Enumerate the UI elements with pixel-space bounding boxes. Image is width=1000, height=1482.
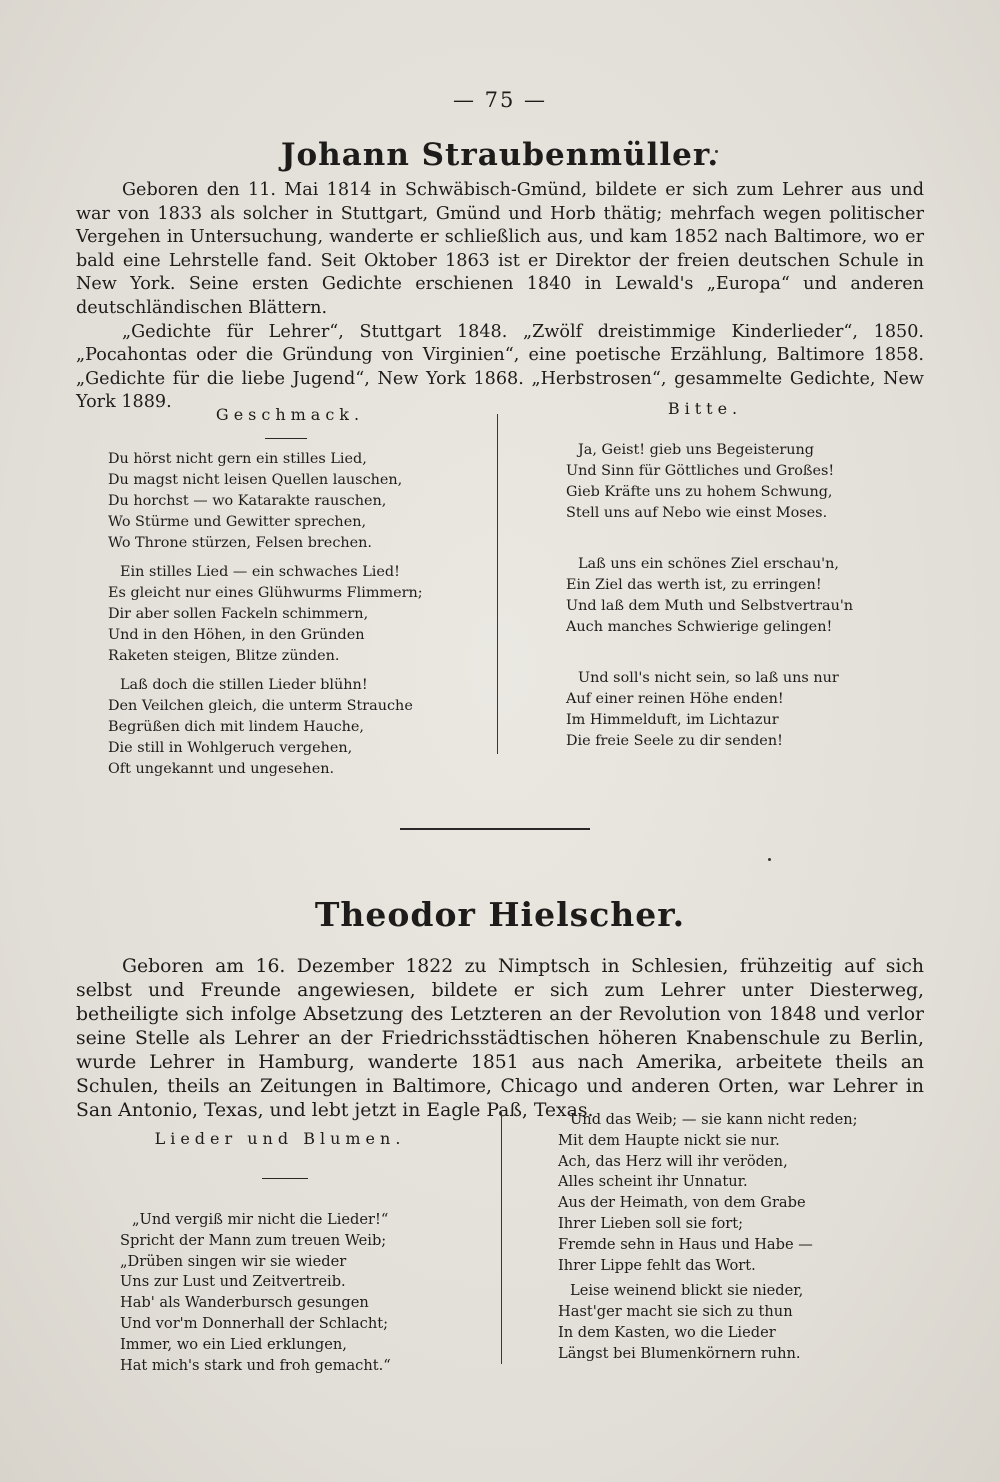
poem-stanza: [558, 1281, 858, 1364]
poem-stanza: [108, 562, 423, 667]
poem-line: In dem Kasten, wo die Lieder: [558, 1323, 776, 1341]
poem-line: Und laß dem Muth und Selbstvertrau'n: [566, 598, 854, 614]
poem-line: Wo Throne stürzen, Felsen brechen.: [108, 535, 373, 551]
poem-line: Du hörst nicht gern ein stilles Lied,: [108, 451, 367, 467]
biography-straubenmueller: [76, 179, 924, 415]
poem-bitte: [566, 440, 853, 760]
poem-line: Uns zur Lust und Zeitvertreib.: [120, 1273, 346, 1291]
poem-stanza: [558, 1110, 858, 1276]
ink-speck: [768, 858, 771, 861]
bio-paragraph: „Gedichte für Lehrer“, Stuttgart 1848. „Zwölf dreistimmige Kinderlieder“, 1850. „Pocahontas oder die Gründung von Virginien“, eine poetische Erzählung, Baltimore 1858. „Gedichte für die liebe Jugend“, New York 1868. „Herbstrosen“, gesammelte Gedichte, New York 1889.: [76, 321, 924, 413]
poem-line: Ein Ziel das werth ist, zu erringen!: [566, 577, 822, 593]
poem-line: Ein stilles Lied — ein schwaches Lied!: [120, 564, 400, 580]
poem-line: Gieb Kräfte uns zu hohem Schwung,: [566, 484, 833, 500]
poem-line: Leise weinend blickt sie nieder,: [570, 1282, 804, 1300]
poem-line: Begrüßen dich mit lindem Hauche,: [108, 719, 364, 735]
poem-line: Die still in Wohlgeruch vergehen,: [108, 740, 353, 756]
poem-line: Und in den Höhen, in den Gründen: [108, 627, 365, 643]
poem-line: Aus der Heimath, von dem Grabe: [558, 1194, 806, 1212]
author-heading-hielscher: Theodor Hielscher.: [314, 895, 686, 934]
biography-hielscher: [76, 955, 924, 1123]
poem-lieder-und-blumen-part1: [120, 1210, 391, 1384]
poem-line: Und Sinn für Göttliches und Großes!: [566, 463, 835, 479]
poem-line: Wo Stürme und Gewitter sprechen,: [108, 514, 367, 530]
poem-line: Laß uns ein schönes Ziel erschau'n,: [578, 556, 839, 572]
column-divider: [497, 414, 498, 754]
poem-line: Dir aber sollen Fackeln schimmern,: [108, 606, 369, 622]
poem-line: Und das Weib; — sie kann nicht reden;: [570, 1111, 858, 1128]
bio-paragraph: Geboren am 16. Dezember 1822 zu Nimptsch in Schlesien, frühzeitig auf sich selbst und Freunde angewiesen, bildete er sich zum Lehrer unter Diesterweg, betheiligte sich infolge Absetzung des Letzteren an der Revolution von 1848 und verlor seine Stelle als Lehrer an der Friedrichsstädtischen höheren Knabenschule zu Berlin, wurde Lehrer in Hamburg, wanderte 1851 aus nach Amerika, arbeitete theils an Schulen, theils an Zeitungen in Baltimore, Chicago und anderen Orten, war Lehrer in San Antonio, Texas, und lebt jetzt in Eagle Paß, Texas.: [76, 956, 924, 1121]
poem-title-geschmack: Geschmack.: [215, 405, 365, 424]
poem-line: Den Veilchen gleich, die unterm Strauche: [108, 698, 413, 714]
poem-line: Stell uns auf Nebo wie einst Moses.: [566, 505, 828, 521]
poem-stanza: [108, 675, 423, 780]
poem-line: Du magst nicht leisen Quellen lauschen,: [108, 472, 403, 488]
poem-line: Immer, wo ein Lied erklungen,: [120, 1335, 347, 1353]
poem-stanza: [566, 440, 853, 524]
bio-paragraph: Geboren den 11. Mai 1814 in Schwäbisch-Gmünd, bildete er sich zum Lehrer aus und war von 1833 als solcher in Stuttgart, Gmünd und Horb thätig; mehrfach wegen politischer Vergehen in Untersuchung, wanderte er schließlich aus, und kam 1852 nach Baltimore, wo er bald eine Lehrstelle fand. Seit Oktober 1863 ist er Direktor der freien deutschen Schule in New York. Seine ersten Gedichte erschienen 1840 in Lewald's „Europa“ und anderen deutschländischen Blättern.: [76, 180, 924, 318]
poem-line: Oft ungekannt und ungesehen.: [108, 761, 335, 777]
poem-line: Auch manches Schwierige gelingen!: [566, 619, 833, 635]
poem-title-lieder-und-blumen: Lieder und Blumen.: [154, 1129, 406, 1148]
poem-line: „Drüben singen wir sie wieder: [120, 1252, 347, 1270]
poem-line: Hab' als Wanderbursch gesungen: [120, 1294, 369, 1312]
author-heading-straubenmueller: Johann Straubenmüller.: [280, 137, 720, 173]
poem-line: Hast'ger macht sie sich zu thun: [558, 1303, 793, 1321]
poem-line: Hat mich's stark und froh gemacht.“: [120, 1356, 391, 1374]
poem-line: Ihrer Lippe fehlt das Wort.: [558, 1256, 756, 1274]
poem-line: Ihrer Lieben soll sie fort;: [558, 1214, 744, 1232]
poem-lieder-und-blumen-part2: [558, 1110, 858, 1373]
poem-title-bitte: Bitte.: [667, 399, 743, 418]
poem-line: Es gleicht nur eines Glühwurms Flimmern;: [108, 585, 423, 601]
poem-line: Ach, das Herz will ihr veröden,: [558, 1152, 788, 1170]
poem-line: Laß doch die stillen Lieder blühn!: [120, 677, 368, 693]
title-rule: [262, 1178, 308, 1179]
poem-line: Fremde sehn in Haus und Habe —: [558, 1235, 813, 1253]
section-separator: [400, 828, 590, 830]
poem-line: Mit dem Haupte nickt sie nur.: [558, 1131, 780, 1149]
poem-line: Du horchst — wo Katarakte rauschen,: [108, 493, 387, 509]
poem-line: Längst bei Blumenkörnern ruhn.: [558, 1344, 801, 1362]
poem-line: Auf einer reinen Höhe enden!: [566, 691, 784, 707]
poem-line: Ja, Geist! gieb uns Begeisterung: [578, 442, 814, 458]
poem-line: Alles scheint ihr Unnatur.: [558, 1173, 748, 1191]
poem-line: Und soll's nicht sein, so laß uns nur: [578, 670, 839, 686]
poem-line: „Und vergiß mir nicht die Lieder!“: [132, 1211, 389, 1228]
poem-line: Raketen steigen, Blitze zünden.: [108, 648, 340, 664]
poem-line: Und vor'm Donnerhall der Schlacht;: [120, 1314, 389, 1332]
poem-stanza: [566, 668, 853, 752]
poem-geschmack: [108, 449, 423, 788]
title-rule: [265, 438, 307, 439]
poem-line: Die freie Seele zu dir senden!: [566, 733, 783, 749]
poem-stanza: [566, 554, 853, 638]
poem-line: Im Himmelduft, im Lichtazur: [566, 712, 779, 728]
poem-stanza: [108, 449, 423, 554]
poem-line: Spricht der Mann zum treuen Weib;: [120, 1231, 387, 1249]
page-number: — 75 —: [452, 88, 548, 112]
poem-stanza: [120, 1210, 391, 1376]
column-divider: [501, 1112, 502, 1364]
